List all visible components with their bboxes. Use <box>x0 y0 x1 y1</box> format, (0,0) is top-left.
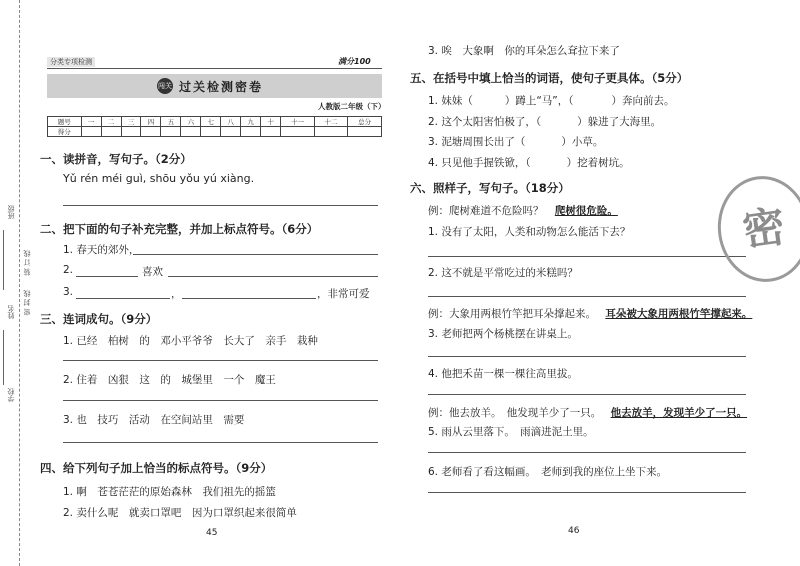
sec3-q1: 1. 已经 柏树 的 邓小平爷爷 长大了 亲手 栽种 <box>63 335 318 347</box>
score-cell[interactable] <box>101 127 121 137</box>
binding-dashed-line <box>19 0 20 566</box>
sec2-q2-blank-a[interactable] <box>76 276 138 277</box>
grade-label: 班级 <box>7 205 15 219</box>
score-column-header: 三 <box>121 117 141 127</box>
sec5-q2-part-a: 2. 这个太阳害怕极了，（ <box>428 116 542 128</box>
sec6-q4: 4. 他把禾苗一棵一棵往高里拔。 <box>428 368 578 380</box>
score-column-header: 二 <box>101 117 121 127</box>
score-cell[interactable] <box>181 127 201 137</box>
sec6-q3: 3. 老师把两个杨桃摆在讲桌上。 <box>428 328 578 340</box>
sec6-q6: 6. 老师看了看这幅画。 老师到我的座位上坐下来。 <box>428 466 668 478</box>
score-row2-label: 得分 <box>48 127 82 137</box>
sec6-q2-answer-line[interactable] <box>428 296 746 297</box>
sec6-example2-answer: 耳朵被大象用两根竹竿撑起来。 <box>605 308 753 320</box>
sec6-q1-answer-line[interactable] <box>428 256 746 257</box>
sec6-title: 六、照样子，写句子。（18分） <box>410 181 570 195</box>
name-label: 姓名 <box>7 305 15 319</box>
score-cell[interactable] <box>348 127 382 137</box>
sec3-q2: 2. 住着 凶狠 这 的 城堡里 一个 魔王 <box>63 374 276 386</box>
sec6-q5: 5. 雨从云里落下。 雨滴进泥土里。 <box>428 426 594 438</box>
sec3-title: 三、连词成句。（9分） <box>40 312 158 326</box>
sec6-q1: 1. 没有了太阳，人类和动物怎么能活下去？ <box>428 226 631 238</box>
full-score: 满分100 <box>338 57 371 66</box>
sec5-q4-part-a: 4. 只见他手握铁锨，（ <box>428 157 531 169</box>
sec2-q3-num: 3. <box>63 286 74 298</box>
sec3-q2-answer-line[interactable] <box>63 400 378 401</box>
sec1-title: 一、读拼音，写句子。（2分） <box>40 152 192 166</box>
score-table <box>47 116 382 137</box>
sec5-q4 <box>428 155 630 170</box>
sec6-example3-question: 例：他去放羊。 他发现羊少了一只。 <box>428 407 602 419</box>
score-cell[interactable] <box>141 127 161 137</box>
sec6-q3-answer-line[interactable] <box>428 356 746 357</box>
sec6-example2-question: 例：大象用两根竹竿把耳朵撑起来。 <box>428 308 596 320</box>
sec5-q1-part-c: ）奔向前去。 <box>611 95 675 107</box>
sec6-q6-answer-line[interactable] <box>428 492 746 493</box>
sec5-q1-part-b: ）蹲上“马”，（ <box>504 95 574 107</box>
sec5-q1-part-a: 1. 妹妹（ <box>428 95 473 107</box>
score-column-header: 十一 <box>281 117 315 127</box>
score-column-header: 四 <box>141 117 161 127</box>
sec1-pinyin: Yǔ rén méi guì, shōu yǒu yú xiàng. <box>63 172 255 185</box>
sec6-example3 <box>428 405 747 420</box>
school-blank-line <box>3 330 4 385</box>
score-cell[interactable] <box>314 127 348 137</box>
edition-label: 人教版二年级（下） <box>318 102 386 111</box>
sec6-example1-question: 例：爬树难道不危险吗？ <box>428 205 544 217</box>
sec2-q3-comma: ， <box>171 288 182 300</box>
school-label: 学校 <box>7 388 15 402</box>
banner-badge-icon: 闯关 <box>157 78 173 94</box>
score-cell[interactable] <box>81 127 101 137</box>
sec5-q3-part-b: ）小草。 <box>561 136 604 148</box>
score-column-header: 一 <box>81 117 101 127</box>
sec6-q4-answer-line[interactable] <box>428 394 746 395</box>
sec6-example1 <box>428 203 618 218</box>
right-page <box>400 0 800 566</box>
sec2-q1: 1. 春天的郊外， <box>63 244 140 256</box>
score-cell[interactable] <box>201 127 221 137</box>
sec2-q3-end: ，非常可爱 <box>317 288 370 300</box>
score-column-header: 总分 <box>348 117 382 127</box>
score-cell[interactable] <box>121 127 141 137</box>
score-cell[interactable] <box>161 127 181 137</box>
sec5-q2 <box>428 114 661 129</box>
score-column-header: 十 <box>261 117 281 127</box>
sec5-title: 五、在括号中填上恰当的词语，使句子更具体。（5分） <box>410 71 689 85</box>
score-table-header-row <box>48 117 382 127</box>
sec2-title: 二、把下面的句子补充完整，并加上标点符号。（6分） <box>40 222 319 236</box>
score-column-header: 八 <box>221 117 241 127</box>
sec6-example2 <box>428 306 752 321</box>
sec6-example3-answer: 他去放羊，发现羊少了一只。 <box>610 407 748 419</box>
banner-title: 过关检测密卷 <box>179 80 264 94</box>
sec2-q1-blank[interactable] <box>133 254 378 255</box>
score-row1-label: 题号 <box>48 117 82 127</box>
sec2-q2-mid: 喜欢 <box>142 266 163 278</box>
sec5-q2-part-b: ）躲进了大海里。 <box>577 116 662 128</box>
sec4-q1: 1. 啊 苍苍茫茫的原始森林 我们祖先的摇篮 <box>63 486 276 498</box>
sec4-title: 四、给下列句子加上恰当的标点符号。（9分） <box>40 461 273 475</box>
score-cell[interactable] <box>281 127 315 137</box>
sec5-q3-part-a: 3. 泥塘周围长出了（ <box>428 136 526 148</box>
sec6-example1-answer: 爬树很危险。 <box>554 205 618 217</box>
confidential-seal-stamp: 密 <box>711 170 800 288</box>
score-cell[interactable] <box>261 127 281 137</box>
sec2-q3-blank-b[interactable] <box>182 298 316 299</box>
header-rule <box>47 68 382 69</box>
score-column-header: 五 <box>161 117 181 127</box>
sec4-q2: 2. 卖什么呢 就卖口罩吧 因为口罩织起来很简单 <box>63 507 297 519</box>
sec6-q2: 2. 这不就是平常吃过的米糕吗？ <box>428 267 578 279</box>
score-column-header: 十二 <box>314 117 348 127</box>
sec2-q3-blank-a[interactable] <box>76 298 170 299</box>
score-table-score-row <box>48 127 382 137</box>
sec1-answer-line[interactable] <box>63 205 378 206</box>
sec5-q4-part-b: ）挖着树坑。 <box>566 157 630 169</box>
name-blank-line <box>3 230 4 290</box>
seal-line-label-2: 密 封 线 <box>23 290 31 316</box>
sec2-q2-num: 2. <box>63 264 74 276</box>
sec5-q1 <box>428 93 675 108</box>
sec3-q3-answer-line[interactable] <box>63 442 378 443</box>
seal-line-label: 装 订 线 <box>23 250 31 276</box>
sec3-q1-answer-line[interactable] <box>63 360 378 361</box>
score-column-header: 九 <box>241 117 261 127</box>
score-column-header: 六 <box>181 117 201 127</box>
sec3-q3: 3. 也 技巧 活动 在空间站里 需要 <box>63 414 245 426</box>
sec4-q3: 3. 唉 大象啊 你的耳朵怎么耷拉下来了 <box>428 45 620 57</box>
category-header: 分类专项检测 <box>47 57 95 67</box>
score-cell[interactable] <box>221 127 241 137</box>
sec2-q2-blank-b[interactable] <box>168 276 378 277</box>
page-number-right: 46 <box>568 526 580 536</box>
title-banner <box>47 74 382 98</box>
binding-strip <box>0 0 34 566</box>
score-column-header: 七 <box>201 117 221 127</box>
sec5-q3 <box>428 134 603 149</box>
page-number-left: 45 <box>206 528 218 538</box>
score-cell[interactable] <box>241 127 261 137</box>
sec6-q5-answer-line[interactable] <box>428 452 746 453</box>
